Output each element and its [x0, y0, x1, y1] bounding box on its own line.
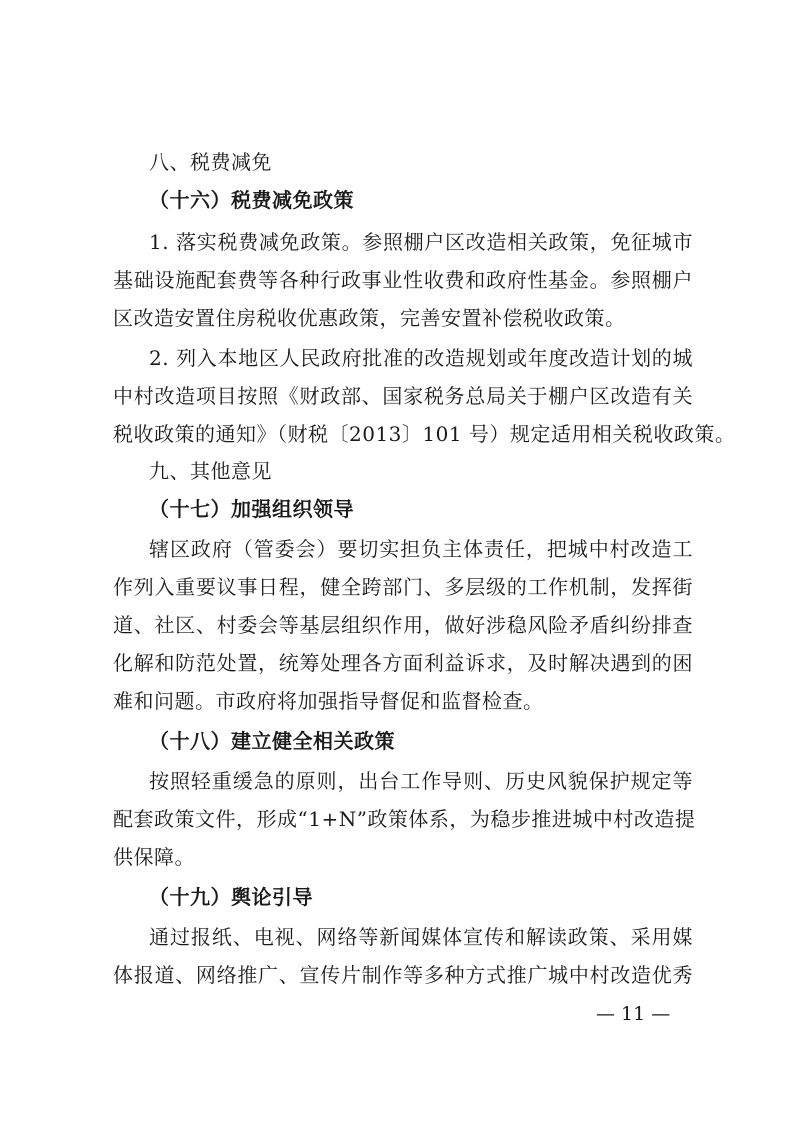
paragraph-line: 区改造安置住房税收优惠政策，完善安置补偿税收政策。: [113, 306, 626, 330]
paragraph-line: 道、社区、村委会等基层组织作用，做好涉稳风险矛盾纠纷排查: [113, 613, 693, 637]
paragraph-line: 辖区政府（管委会）要切实担负主体责任，把城中村改造工: [149, 537, 693, 561]
section-heading: 八、税费减免: [149, 150, 272, 174]
paragraph-line: 税收政策的通知》（财税〔2013〕101 号）规定适用相关税收政策。: [113, 422, 736, 446]
paragraph-line: 供保障。: [113, 845, 195, 869]
subsection-heading: （十八）建立健全相关政策: [149, 729, 395, 753]
paragraph-line: 2. 列入本地区人民政府批准的改造规划或年度改造计划的城: [149, 346, 693, 370]
page-number: — 11 —: [596, 1003, 671, 1025]
paragraph-line: 1. 落实税费减免政策。参照棚户区改造相关政策，免征城市: [149, 230, 693, 254]
section-heading: 九、其他意见: [149, 459, 272, 483]
paragraph-line: 难和问题。市政府将加强指导督促和监督检查。: [113, 689, 544, 713]
subsection-heading: （十七）加强组织领导: [149, 497, 354, 521]
paragraph-line: 按照轻重缓急的原则，出台工作导则、历史风貌保护规定等: [149, 769, 693, 793]
paragraph-line: 体报道、网络推广、宣传片制作等多种方式推广城中村改造优秀: [113, 963, 693, 987]
paragraph-line: 中村改造项目按照《财政部、国家税务总局关于棚户区改造有关: [113, 384, 693, 408]
paragraph-line: 化解和防范处置，统筹处理各方面利益诉求，及时解决遇到的困: [113, 651, 693, 675]
paragraph-line: 基础设施配套费等各种行政事业性收费和政府性基金。参照棚户: [113, 268, 693, 292]
subsection-heading: （十九）舆论引导: [149, 885, 313, 909]
paragraph-line: 配套政策文件，形成“1+N”政策体系，为稳步推进城中村改造提: [113, 807, 696, 831]
paragraph-line: 通过报纸、电视、网络等新闻媒体宣传和解读政策、采用媒: [149, 925, 693, 949]
paragraph-line: 作列入重要议事日程，健全跨部门、多层级的工作机制，发挥街: [113, 575, 693, 599]
subsection-heading: （十六）税费减免政策: [149, 188, 354, 212]
